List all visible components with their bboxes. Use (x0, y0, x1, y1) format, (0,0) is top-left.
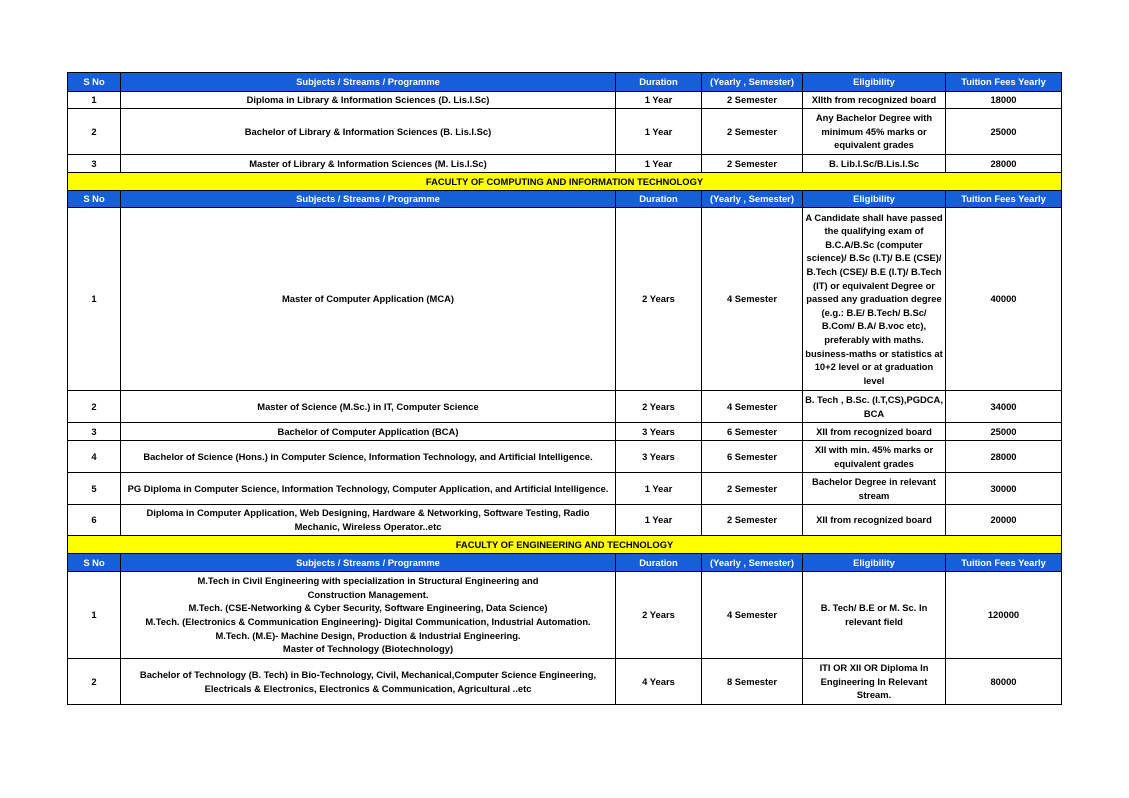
fees-cell: 34000 (946, 391, 1062, 423)
duration-cell: 4 Years (616, 659, 702, 705)
fees-cell: 28000 (946, 155, 1062, 173)
eligibility-cell: XII from recognized board (803, 505, 946, 536)
header-duration: Duration (616, 191, 702, 208)
programme-line: M.Tech. (Electronics & Communication Engineering)- Digital Communication, Industrial Automation. (145, 616, 591, 627)
eligibility-cell: ITI OR XII OR Diploma In Engineering In Relevant Stream. (803, 659, 946, 705)
duration-cell: 2 Years (616, 391, 702, 423)
header-fees: Tuition Fees Yearly (946, 191, 1062, 208)
fees-cell: 25000 (946, 109, 1062, 155)
semester-cell: 2 Semester (702, 92, 803, 109)
sno-cell: 1 (68, 572, 121, 659)
faculty-title: FACULTY OF ENGINEERING AND TECHNOLOGY (68, 536, 1062, 554)
sno-cell: 1 (68, 208, 121, 391)
semester-cell: 4 Semester (702, 391, 803, 423)
sno-cell: 5 (68, 473, 121, 505)
table-row (68, 155, 1062, 173)
duration-cell: 2 Years (616, 208, 702, 391)
table-row (68, 391, 1062, 423)
programme-cell (121, 572, 616, 659)
eligibility-cell: B. Tech , B.Sc. (I.T,CS),PGDCA, BCA (803, 391, 946, 423)
duration-cell: 3 Years (616, 423, 702, 441)
header-eligibility: Eligibility (803, 554, 946, 572)
programme-cell: Bachelor of Computer Application (BCA) (121, 423, 616, 441)
table-row (68, 441, 1062, 473)
header-row (68, 73, 1062, 92)
fees-table (67, 72, 1062, 705)
duration-cell: 1 Year (616, 155, 702, 173)
sno-cell: 3 (68, 155, 121, 173)
header-subjects: Subjects / Streams / Programme (121, 73, 616, 92)
programme-cell: Master of Computer Application (MCA) (121, 208, 616, 391)
eligibility-cell: B. Lib.I.Sc/B.Lis.I.Sc (803, 155, 946, 173)
sno-cell: 2 (68, 391, 121, 423)
eligibility-cell: Bachelor Degree in relevant stream (803, 473, 946, 505)
programme-cell: PG Diploma in Computer Science, Information Technology, Computer Application, and Artificial Intelligence. (121, 473, 616, 505)
eligibility-cell: B. Tech/ B.E or M. Sc. In relevant field (803, 572, 946, 659)
table-row (68, 423, 1062, 441)
header-fees: Tuition Fees Yearly (946, 73, 1062, 92)
eligibility-cell: XIIth from recognized board (803, 92, 946, 109)
table-row (68, 572, 1062, 659)
table-row (68, 659, 1062, 705)
table-row (68, 92, 1062, 109)
fees-cell: 20000 (946, 505, 1062, 536)
semester-cell: 4 Semester (702, 208, 803, 391)
duration-cell: 2 Years (616, 572, 702, 659)
programme-line: M.Tech. (M.E)- Machine Design, Production & Industrial Engineering. (215, 629, 521, 641)
programme-line: M.Tech. (CSE-Networking & Cyber Security, Software Engineering, Data Science) (188, 602, 548, 614)
duration-cell: 1 Year (616, 505, 702, 536)
duration-cell: 3 Years (616, 441, 702, 473)
table-row (68, 208, 1062, 391)
faculty-title: FACULTY OF COMPUTING AND INFORMATION TECHNOLOGY (68, 173, 1062, 191)
fees-cell: 30000 (946, 473, 1062, 505)
fees-cell: 18000 (946, 92, 1062, 109)
header-eligibility: Eligibility (803, 191, 946, 208)
eligibility-cell: XII from recognized board (803, 423, 946, 441)
sno-cell: 4 (68, 441, 121, 473)
eligibility-cell: A Candidate shall have passed the qualifying exam of B.C.A/B.Sc (computer science)/ B.Sc (I.T)/ B.E (CSE)/ B.Tech (CSE)/ B.E (I.T)/ B.Tech (IT) or equivalent Degree or passed any graduation degree (e.g.: B.E/ B.Tech/ B.Sc/ B.Com/ B.A/ B.voc etc), preferably with maths. business-maths or statistics at 10+2 level or at graduation level (803, 208, 946, 391)
semester-cell: 8 Semester (702, 659, 803, 705)
duration-cell: 1 Year (616, 92, 702, 109)
programme-cell: Bachelor of Library & Information Sciences (B. Lis.I.Sc) (121, 109, 616, 155)
duration-cell: 1 Year (616, 473, 702, 505)
programme-cell: Bachelor of Science (Hons.) in Computer Science, Information Technology, and Artificial Intelligence. (121, 441, 616, 473)
semester-cell: 2 Semester (702, 155, 803, 173)
programme-cell: Diploma in Computer Application, Web Designing, Hardware & Networking, Software Testing, Radio Mechanic, Wireless Operator..etc (121, 505, 616, 536)
semester-cell: 6 Semester (702, 423, 803, 441)
header-sno: S No (68, 554, 121, 572)
programme-cell: Bachelor of Technology (B. Tech) in Bio-Technology, Civil, Mechanical,Computer Science Engineering, Electricals & Electronics, Electronics & Communication, Agricultural ..etc (121, 659, 616, 705)
semester-cell: 6 Semester (702, 441, 803, 473)
table-row (68, 505, 1062, 536)
programme-cell: Master of Science (M.Sc.) in IT, Computer Science (121, 391, 616, 423)
semester-cell: 2 Semester (702, 505, 803, 536)
table-row (68, 109, 1062, 155)
header-eligibility: Eligibility (803, 73, 946, 92)
fees-cell: 80000 (946, 659, 1062, 705)
sno-cell: 3 (68, 423, 121, 441)
header-sno: S No (68, 191, 121, 208)
header-semester: (Yearly , Semester) (702, 191, 803, 208)
semester-cell: 2 Semester (702, 473, 803, 505)
sno-cell: 2 (68, 659, 121, 705)
eligibility-cell: Any Bachelor Degree with minimum 45% marks or equivalent grades (803, 109, 946, 155)
header-fees: Tuition Fees Yearly (946, 554, 1062, 572)
programme-line: Master of Technology (Biotechnology) (282, 643, 454, 655)
sno-cell: 1 (68, 92, 121, 109)
semester-cell: 4 Semester (702, 572, 803, 659)
semester-cell: 2 Semester (702, 109, 803, 155)
header-row (68, 191, 1062, 208)
fees-cell: 25000 (946, 423, 1062, 441)
sno-cell: 2 (68, 109, 121, 155)
header-subjects: Subjects / Streams / Programme (121, 191, 616, 208)
programme-cell: Diploma in Library & Information Sciences (D. Lis.I.Sc) (121, 92, 616, 109)
header-sno: S No (68, 73, 121, 92)
header-semester: (Yearly , Semester) (702, 73, 803, 92)
header-row (68, 554, 1062, 572)
header-duration: Duration (616, 73, 702, 92)
faculty-row (68, 173, 1062, 191)
programme-line: M.Tech in Civil Engineering with specialization in Structural Engineering and Construction Management. (197, 575, 539, 600)
faculty-row (68, 536, 1062, 554)
header-semester: (Yearly , Semester) (702, 554, 803, 572)
header-subjects: Subjects / Streams / Programme (121, 554, 616, 572)
header-duration: Duration (616, 554, 702, 572)
duration-cell: 1 Year (616, 109, 702, 155)
fees-cell: 40000 (946, 208, 1062, 391)
sno-cell: 6 (68, 505, 121, 536)
programme-cell: Master of Library & Information Sciences (M. Lis.I.Sc) (121, 155, 616, 173)
fees-cell: 28000 (946, 441, 1062, 473)
fees-cell: 120000 (946, 572, 1062, 659)
table-row (68, 473, 1062, 505)
eligibility-cell: XII with min. 45% marks or equivalent grades (803, 441, 946, 473)
